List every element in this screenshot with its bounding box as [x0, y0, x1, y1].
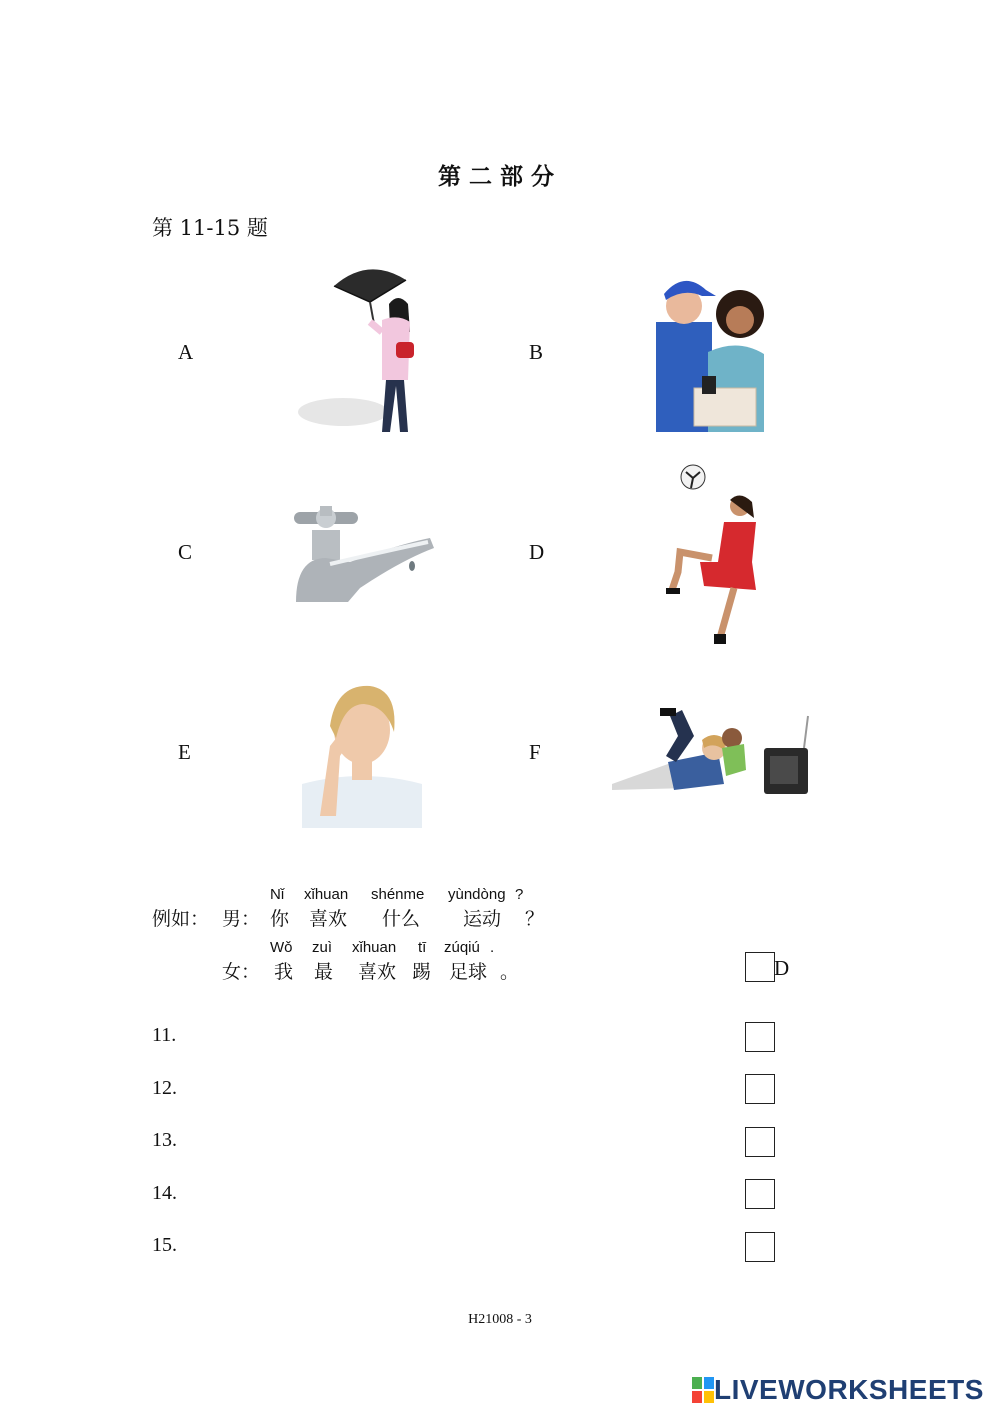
- question-number-14: 14.: [152, 1182, 177, 1204]
- children-watching-tv-icon: [608, 706, 814, 798]
- pinyin-wo: Wǒ: [270, 939, 293, 956]
- woman-with-umbrella-icon: [298, 262, 426, 442]
- page-footer: H21008 - 3: [468, 1312, 532, 1327]
- option-letter-e: E: [178, 740, 191, 764]
- delivery-man-and-woman-icon: [656, 270, 768, 432]
- question-number-15: 15.: [152, 1234, 177, 1256]
- option-letter-b: B: [529, 340, 544, 364]
- hanzi-zui: 最: [314, 961, 334, 983]
- pinyin-zui: zuì: [312, 939, 333, 956]
- man-speaker-label: 男：: [222, 908, 261, 930]
- question-number-13: 13.: [152, 1129, 177, 1151]
- example-label: 例如：: [152, 908, 210, 930]
- pinyin-shenme: shénme: [371, 886, 425, 903]
- hanzi-period: 。: [500, 961, 520, 983]
- pinyin-yundong: yùndòng: [448, 886, 506, 903]
- hanzi-ni: 你: [270, 908, 290, 930]
- option-letter-a: A: [178, 340, 194, 364]
- hanzi-xihuan-2: 喜欢: [358, 961, 397, 983]
- option-letter-c: C: [178, 540, 193, 564]
- pinyin-zuqiu: zúqiú: [444, 939, 480, 956]
- answer-box-11[interactable]: [745, 1022, 775, 1052]
- pinyin-xihuan: xǐhuan: [304, 886, 349, 903]
- woman-speaker-label: 女：: [222, 961, 261, 983]
- pinyin-period: .: [490, 939, 495, 956]
- liveworksheets-logo-text: LIVEWORKSHEETS: [714, 1374, 984, 1405]
- question-number-12: 12.: [152, 1077, 177, 1099]
- answer-box-15[interactable]: [745, 1232, 775, 1262]
- pinyin-ni: Nǐ: [270, 886, 285, 903]
- answer-box-13[interactable]: [745, 1127, 775, 1157]
- hanzi-ti: 踢: [412, 961, 432, 983]
- question-number-11: 11.: [152, 1024, 177, 1046]
- answer-box-12[interactable]: [745, 1074, 775, 1104]
- woman-with-headache-icon: [300, 676, 424, 828]
- example-answer-value: D: [774, 956, 790, 980]
- liveworksheets-logo-icon: [692, 1377, 714, 1403]
- answer-box-14[interactable]: [745, 1179, 775, 1209]
- hanzi-zuqiu: 足球: [449, 961, 488, 983]
- hanzi-shenme: 什么: [382, 908, 421, 930]
- liveworksheets-logo: [692, 1374, 984, 1406]
- pinyin-xihuan-2: xǐhuan: [352, 939, 397, 956]
- section-title: 第二部分: [438, 163, 562, 190]
- hanzi-yundong: 运动: [463, 908, 502, 930]
- example-answer-box: [745, 952, 775, 982]
- hanzi-question-mark: ？: [525, 908, 545, 930]
- hanzi-wo: 我: [274, 961, 294, 983]
- option-letter-f: F: [529, 740, 541, 764]
- hanzi-xihuan: 喜欢: [309, 908, 348, 930]
- girl-kicking-soccer-ball-icon: [660, 462, 760, 652]
- question-range-title: 第 11-15 题: [152, 216, 268, 240]
- dripping-faucet-icon: [290, 502, 435, 602]
- pinyin-question-mark: ?: [515, 886, 524, 903]
- pinyin-ti: tī: [418, 939, 427, 956]
- option-letter-d: D: [529, 540, 545, 564]
